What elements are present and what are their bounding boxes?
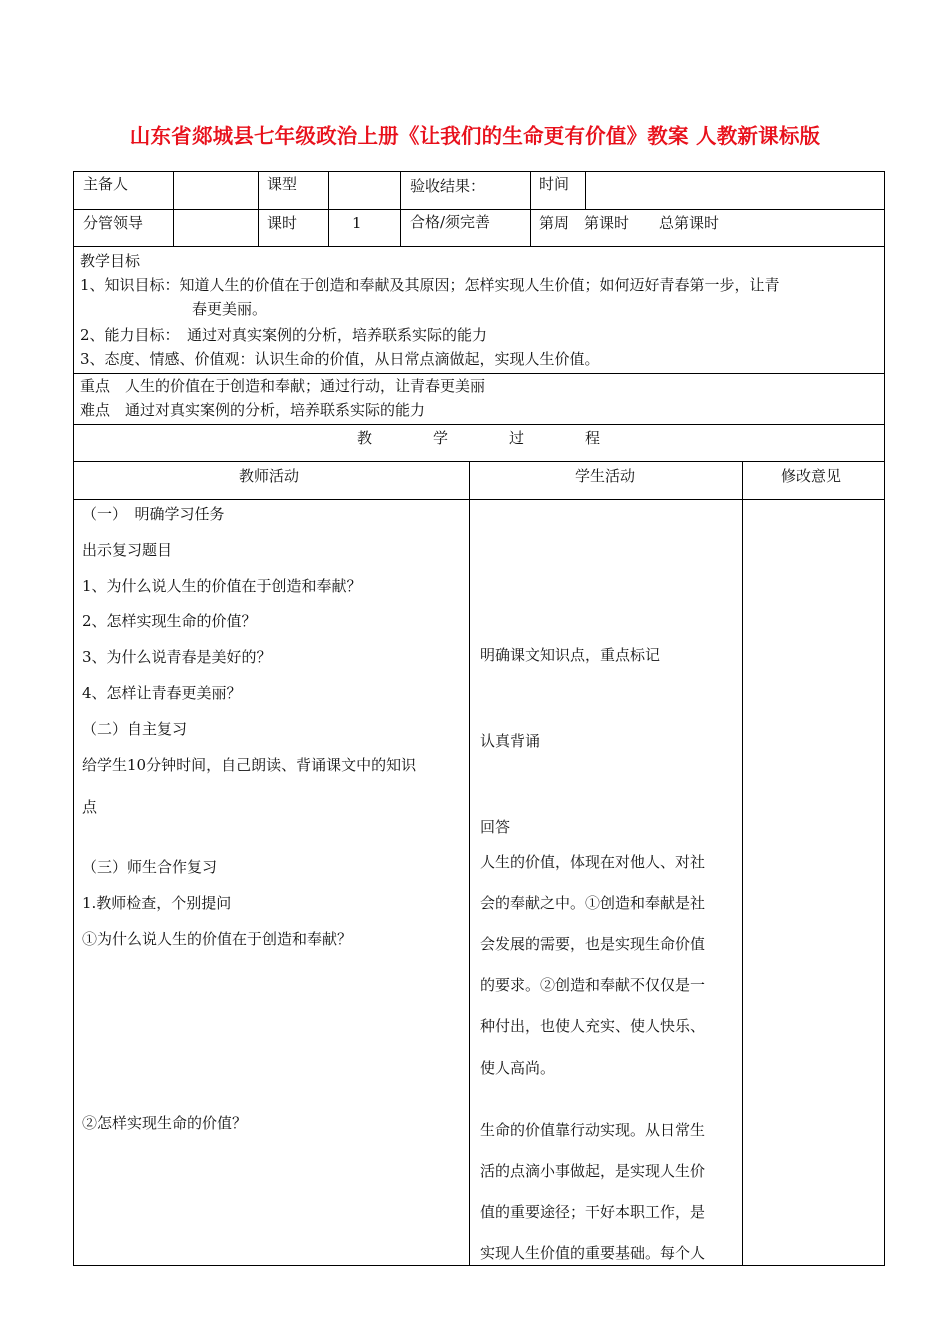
key-focus: 重点 人生的价值在于创造和奉献；通过行动，让青春更美丽 — [80, 377, 486, 395]
acceptance-result: 合格/须完善 — [410, 213, 491, 231]
student-line: 人生的价值，体现在对他人、对社 — [480, 853, 706, 871]
teacher-activity-header: 教师活动 — [239, 467, 300, 485]
student-line: 的要求。②创造和奉献不仅仅是一 — [480, 976, 706, 994]
student-line: 回答 — [480, 818, 511, 836]
teacher-line: 4、怎样让青春更美丽？ — [82, 684, 242, 702]
teacher-line: ②怎样实现生命的价值？ — [82, 1114, 248, 1132]
teacher-line: 1、为什么说人生的价值在于创造和奉献？ — [82, 577, 362, 595]
teacher-line: 1.教师检查，个别提问 — [82, 894, 232, 912]
student-line: 值的重要途径；干好本职工作，是 — [480, 1203, 706, 1221]
student-line: 认真背诵 — [480, 732, 541, 750]
column-divider — [585, 171, 586, 209]
column-divider — [469, 461, 470, 1266]
column-divider — [173, 171, 174, 247]
acceptance-label: 验收结果： — [410, 177, 486, 195]
process-char: 过 — [509, 429, 525, 447]
process-heading — [357, 428, 600, 448]
objective-knowledge-cont: 春更美丽。 — [192, 300, 268, 318]
process-char: 程 — [585, 429, 601, 447]
process-char: 学 — [433, 429, 449, 447]
document-title: 山东省郯城县七年级政治上册《让我们的生命更有价值》教案 人教新课标版 — [129, 124, 821, 148]
student-line: 生命的价值靠行动实现。从日常生 — [480, 1121, 706, 1139]
column-divider — [530, 171, 531, 247]
student-line: 会的奉献之中。①创造和奉献是社 — [480, 894, 706, 912]
row-divider — [73, 461, 885, 462]
teacher-line: 给学生10分钟时间，自己朗读、背诵课文中的知识 — [82, 756, 417, 774]
preparer-label: 主备人 — [83, 175, 129, 193]
lesson-type-label: 课型 — [267, 175, 298, 193]
teacher-line: （一） 明确学习任务 — [82, 505, 225, 523]
teacher-line: （二）自主复习 — [82, 720, 188, 738]
student-line: 实现人生价值的重要基础。每个人 — [480, 1244, 706, 1262]
column-divider — [400, 171, 401, 247]
revision-column — [750, 505, 878, 1260]
student-line: 明确课文知识点，重点标记 — [480, 646, 661, 664]
objectives-heading: 教学目标 — [80, 252, 141, 270]
table-border-left — [73, 171, 74, 1266]
student-line: 使人高尚。 — [480, 1059, 556, 1077]
process-char: 教 — [357, 429, 373, 447]
objective-attitude: 3、态度、情感、价值观：认识生命的价值，从日常点滴做起，实现人生价值。 — [80, 350, 600, 368]
key-difficulty: 难点 通过对真实案例的分析，培养联系实际的能力 — [80, 401, 426, 419]
row-divider — [73, 373, 885, 374]
week-period-info: 第周 第课时 总第课时 — [539, 214, 720, 232]
class-hours-value: 1 — [352, 214, 362, 232]
teacher-line: 2、怎样实现生命的价值？ — [82, 612, 257, 630]
teacher-line: 3、为什么说青春是美好的？ — [82, 648, 272, 666]
column-divider — [742, 461, 743, 1266]
column-divider — [258, 171, 259, 247]
objective-ability: 2、能力目标： 通过对真实案例的分析，培养联系实际的能力 — [80, 326, 488, 344]
column-divider — [328, 171, 329, 247]
row-divider — [73, 209, 885, 210]
student-line: 种付出，也使人充实、使人快乐、 — [480, 1017, 706, 1035]
teacher-line: （三）师生合作复习 — [82, 858, 218, 876]
time-label: 时间 — [539, 175, 570, 193]
student-line: 活的点滴小事做起，是实现人生价 — [480, 1162, 706, 1180]
table-border-top — [73, 171, 885, 172]
revision-header: 修改意见 — [781, 467, 842, 485]
row-divider — [73, 246, 885, 247]
student-line: 会发展的需要，也是实现生命价值 — [480, 935, 706, 953]
teacher-line: ①为什么说人生的价值在于创造和奉献？ — [82, 930, 353, 948]
table-border-bottom — [73, 1265, 885, 1266]
row-divider — [73, 499, 885, 500]
table-border-right — [884, 171, 885, 1266]
row-divider — [73, 424, 885, 425]
supervisor-label: 分管领导 — [83, 214, 144, 232]
teacher-line: 出示复习题目 — [82, 541, 173, 559]
teacher-line: 点 — [82, 798, 98, 816]
objective-knowledge: 1、知识目标：知道人生的价值在于创造和奉献及其原因；怎样实现人生价值；如何迈好青春第一步，让青 — [80, 276, 780, 294]
class-hours-label: 课时 — [267, 214, 298, 232]
student-activity-header: 学生活动 — [575, 467, 636, 485]
